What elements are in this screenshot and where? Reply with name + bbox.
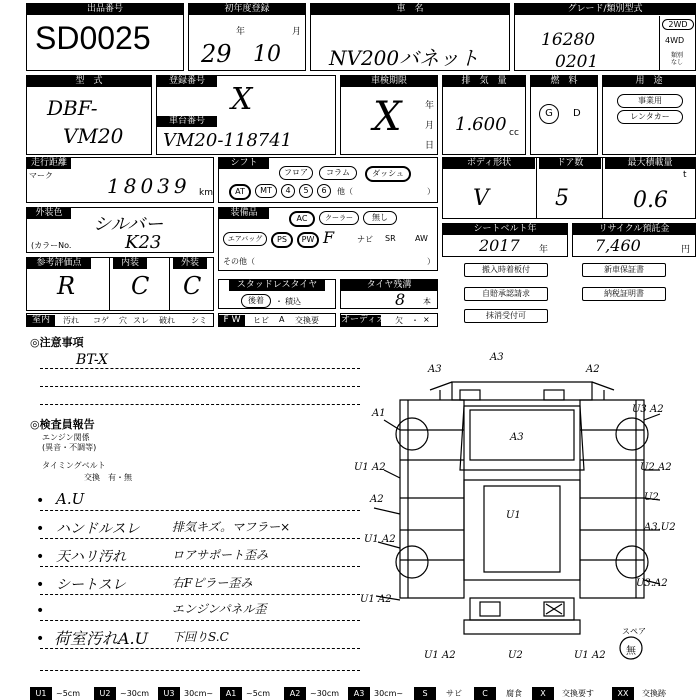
audio-row [340, 313, 438, 327]
spare-mark: 無 [626, 646, 636, 657]
shift-at: AT [229, 184, 251, 200]
color-value: シルバー [93, 214, 164, 235]
legend-val-u2: ~30cm [120, 689, 150, 698]
legend-val-x: 交換要す [562, 689, 594, 698]
doors-value: 5 [555, 186, 569, 211]
report-item-6-left: 荷室汚れA.U [54, 629, 149, 648]
option-none [662, 52, 692, 66]
registration-number-label: 登録番号 [157, 76, 217, 87]
report-line-7 [40, 670, 360, 671]
shift-box [218, 157, 438, 203]
displacement-value: 1.600 [455, 114, 507, 135]
equipment-box [218, 207, 438, 271]
doc-insurance: 自賠承認請求 [464, 287, 548, 301]
option-none-a: 類別 [670, 52, 683, 59]
studless-label: スタッドレスタイヤ [229, 280, 325, 291]
body-value: V [473, 186, 489, 211]
equipment-label: 装備品 [219, 208, 269, 219]
legend-key-xx: XX [612, 687, 634, 700]
diagram-label-11: A3.U2 [644, 522, 676, 533]
notes-line-1 [40, 368, 360, 369]
model-type-label: 型 式 [27, 76, 151, 87]
interior-item-3: 穴 [119, 316, 127, 325]
doc-deregistration: 抹消受付可 [464, 309, 548, 323]
equipment-airbag: エアバッグ [223, 232, 267, 246]
fuel-g-option: G [539, 104, 559, 124]
studless-sep: ・ [275, 297, 283, 306]
diagram-label-17: U1 A2 [574, 650, 606, 661]
legend-bar [0, 687, 700, 700]
legend-key-u3: U3 [158, 687, 180, 700]
inspection-day-unit: 日 [425, 141, 435, 151]
legend-key-u1: U1 [30, 687, 52, 700]
color-code: K23 [125, 232, 162, 253]
report-line-5 [40, 620, 360, 621]
report-engine: エンジン関係 [42, 433, 90, 442]
ratings-divider-2 [169, 258, 170, 310]
report-item-5-right: エンジンパネル歪 [172, 602, 267, 616]
lot-box [26, 3, 184, 71]
report-line-3 [40, 566, 360, 567]
legend-val-s: サビ [446, 689, 462, 698]
diagram-label-9: U2 [644, 492, 659, 503]
lot-label: 出品番号 [27, 4, 183, 15]
body-divider-2 [602, 158, 603, 218]
inspection-mark: X [373, 94, 402, 140]
studless-opt2: 積込 [285, 297, 301, 306]
grade-value-1: 16280 [541, 30, 596, 50]
interior-item-6: シミ [191, 316, 207, 325]
diagram-label-12: U1 A2 [364, 534, 396, 545]
equipment-none: 無し [363, 211, 397, 225]
report-bullet-1: • [36, 493, 45, 509]
legend-key-u2: U2 [94, 687, 116, 700]
usage-label: 用 途 [603, 76, 695, 87]
equipment-aw: AW [415, 234, 428, 243]
doc-plate: 搬入時着板付 [464, 263, 548, 277]
ratings-box [26, 257, 214, 311]
diagram-label-6: U1 A2 [354, 462, 386, 473]
equipment-ps: PS [271, 232, 293, 248]
audio-item-3: × [423, 315, 430, 324]
studless-box [218, 279, 336, 309]
report-line-6 [40, 648, 360, 649]
chassis-label: 車台番号 [157, 116, 217, 127]
exterior-rating-label: 外装 [173, 258, 207, 269]
equipment-other: その他（ [223, 257, 255, 266]
diagram-top-label: A3 [490, 352, 504, 363]
usage-business: 事業用 [617, 94, 683, 108]
report-label: ◎検査員報告 [30, 418, 95, 431]
spare-label: スペア [622, 627, 646, 636]
lot-value: SD0025 [35, 20, 151, 56]
shift-5: 5 [299, 184, 313, 198]
displacement-box [442, 75, 526, 155]
fw-label: F W [219, 315, 245, 326]
fw-item-3: 交換要 [295, 316, 319, 325]
doc-tax: 納税証明書 [582, 287, 666, 301]
model-type-box [26, 75, 152, 155]
mileage-value: 18039 [107, 174, 191, 198]
fuel-box [530, 75, 598, 155]
equipment-cooler: クーラー [319, 211, 359, 225]
interior-item-4: スレ [133, 316, 149, 325]
fw-item-2: A [279, 315, 285, 324]
first-registration-year: 29 [201, 40, 232, 68]
studless-opt1: 後着 [241, 294, 271, 308]
interior-row-label: 室内 [27, 315, 55, 326]
option-none-b: なし [670, 59, 683, 66]
mileage-box [26, 157, 214, 203]
mileage-unit: km [199, 188, 213, 198]
notes-entry: BT-X [76, 352, 109, 368]
legend-key-c: C [474, 687, 496, 700]
belt-box [442, 223, 568, 257]
shift-dash: ダッシュ [365, 166, 411, 182]
ratings-divider-1 [109, 258, 110, 310]
legend-key-a3: A3 [348, 687, 370, 700]
audio-item-1: 欠 [395, 316, 403, 325]
report-bullet-2: • [36, 521, 45, 537]
belt-unit: 年 [539, 245, 549, 255]
tire-label: タイヤ残溝 [341, 280, 437, 291]
recycle-box [572, 223, 696, 257]
diagram-label-14: U1 A2 [360, 594, 392, 605]
inspection-box [340, 75, 438, 155]
legend-val-c: 腐食 [506, 689, 522, 698]
report-item-2-right: 排気キズ。マフラー× [172, 520, 291, 534]
grade-box [514, 3, 696, 71]
shift-6: 6 [317, 184, 331, 198]
belt-label: シートベルト年 [443, 224, 567, 235]
load-value: 0.6 [633, 188, 668, 213]
recycle-value: 7,460 [595, 236, 641, 255]
inspection-year-unit: 年 [425, 101, 435, 111]
report-bullet-3: • [36, 549, 45, 565]
belt-value: 2017 [479, 236, 520, 255]
shift-label: シフト [219, 158, 269, 169]
diagram-label-15: U1 A2 [424, 650, 456, 661]
legend-key-x: X [532, 687, 554, 700]
body-box [442, 157, 696, 219]
audio-label: オーディオ [341, 315, 386, 325]
chassis-value: VM20-118741 [163, 130, 293, 151]
grade-value-2: 0201 [555, 52, 599, 72]
notes-line-2 [40, 386, 360, 387]
diagram-label-13: U3.A2 [636, 578, 668, 589]
recycle-label: リサイクル預託金 [573, 224, 695, 235]
car-name-value: NV200バネット [329, 46, 480, 70]
legend-val-xx: 交換跡 [642, 689, 666, 698]
shift-other-close: ） [427, 187, 435, 196]
displacement-label: 排 気 量 [443, 76, 525, 87]
legend-val-u1: ~5cm [56, 689, 80, 698]
displacement-unit: cc [509, 128, 519, 138]
report-engine-sub: (異音・不調等) [42, 443, 97, 452]
tire-unit: 本 [423, 297, 431, 306]
report-line-4 [40, 594, 360, 595]
legend-val-a3: 30cm~ [374, 689, 404, 698]
report-item-4-left: シートスレ [56, 577, 126, 593]
equipment-ac: AC [289, 211, 315, 227]
color-label: 外装色 [27, 208, 71, 219]
audio-item-2: ・ [411, 316, 419, 325]
car-name-label: 車 名 [311, 4, 509, 15]
grade-option-column [659, 16, 696, 70]
load-unit: t [683, 170, 687, 180]
diagram-label-4: U3 A2 [632, 404, 664, 415]
report-item-3-right: ロアサポート歪み [172, 548, 269, 562]
doors-label: ドア数 [539, 158, 601, 169]
shift-4: 4 [281, 184, 295, 198]
doc-warranty: 新車保証書 [582, 263, 666, 277]
interior-item-5: 破れ [159, 316, 175, 325]
report-bullet-4: • [36, 577, 45, 593]
report-timing-sub: 交換 有・無 [84, 473, 132, 482]
fw-item-1: ヒビ [253, 316, 269, 325]
ratings-label: 参考評価点 [27, 258, 91, 269]
tire-value: 8 [395, 290, 406, 309]
interior-item-1: 汚れ [63, 316, 79, 325]
report-bullet-5: • [36, 603, 45, 619]
color-box [26, 207, 214, 253]
notes-label: ◎注意事項 [30, 336, 84, 349]
equipment-other-close: ） [427, 257, 435, 266]
body-label: ボディ形状 [443, 158, 535, 169]
report-item-2-left: ハンドルスレ [56, 521, 140, 537]
month-unit: 月 [292, 27, 302, 37]
diagram-label-8: A2 [370, 494, 384, 505]
mileage-label: 走行距離 [27, 158, 71, 169]
tire-box [340, 279, 438, 309]
year-unit: 年 [236, 27, 246, 37]
report-item-1-left: A.U [56, 490, 85, 508]
shift-floor: フロア [279, 166, 313, 180]
first-registration-label: 初年度登録 [189, 4, 305, 15]
color-code-label: (カラーNo. [31, 241, 72, 250]
fuel-label: 燃 料 [531, 76, 597, 87]
shift-column: コラム [319, 166, 357, 180]
option-2wd: 2WD [662, 19, 694, 30]
car-name-box [310, 3, 510, 71]
equipment-navi: ナビ [357, 235, 373, 244]
shift-mt: MT [255, 184, 277, 198]
diagram-label-10: U1 [506, 510, 521, 521]
mileage-mark-label: マーク [29, 171, 53, 180]
legend-val-a1: ~5cm [246, 689, 270, 698]
report-item-4-right: 右Fピラー歪み [172, 576, 253, 590]
body-divider-1 [536, 158, 537, 218]
report-line-1 [40, 510, 360, 511]
first-registration-month: 10 [253, 42, 281, 67]
equipment-pw: PW [297, 232, 319, 248]
interior-row [26, 313, 214, 327]
documents-box [442, 259, 696, 327]
usage-rental: レンタカー [617, 110, 683, 124]
report-item-3-left: 天ハリ汚れ [56, 549, 126, 565]
diagram-label-3: A1 [372, 408, 386, 419]
load-label: 最大積載量 [605, 158, 695, 169]
recycle-unit: 円 [681, 245, 691, 255]
registration-number-box [156, 75, 336, 155]
legend-key-s: S [414, 687, 436, 700]
registration-number-mark: X [231, 82, 253, 117]
usage-box [602, 75, 696, 155]
first-registration-box [188, 3, 306, 71]
equipment-handwrite: F [323, 228, 335, 247]
inspection-label: 車検期限 [341, 76, 437, 87]
report-item-6-right: 下回りS.C [172, 630, 229, 644]
model-type-value-1: DBF- [47, 96, 98, 120]
grade-label: グレード/類別型式 [515, 4, 695, 15]
report-bullet-6: • [36, 631, 45, 647]
diagram-label-5: A3 [510, 432, 524, 443]
equipment-sr: SR [385, 234, 396, 243]
fw-row [218, 313, 336, 327]
interior-item-2: コゲ [93, 316, 109, 325]
fuel-d-option: D [573, 108, 581, 119]
diagram-label-7: U2 A2 [640, 462, 672, 473]
legend-val-u3: 30cm~ [184, 689, 214, 698]
shift-other: 他（ [337, 187, 353, 196]
inspection-month-unit: 月 [425, 121, 435, 131]
legend-key-a1: A1 [220, 687, 242, 700]
option-4wd: 4WD [665, 36, 685, 45]
interior-rating-label: 内装 [113, 258, 147, 269]
ratings-interior: C [131, 272, 150, 300]
legend-key-a2: A2 [284, 687, 306, 700]
diagram-label-16: U2 [508, 650, 523, 661]
diagram-label-2: A2 [586, 364, 600, 375]
report-timing: タイミングベルト [42, 461, 106, 470]
notes-line-3 [40, 404, 360, 405]
legend-val-a2: ~30cm [310, 689, 340, 698]
diagram-label-1: A3 [428, 364, 442, 375]
ratings-score: R [57, 272, 76, 300]
ratings-exterior: C [183, 272, 202, 300]
model-type-value-2: VM20 [63, 124, 124, 148]
report-line-2 [40, 538, 360, 539]
